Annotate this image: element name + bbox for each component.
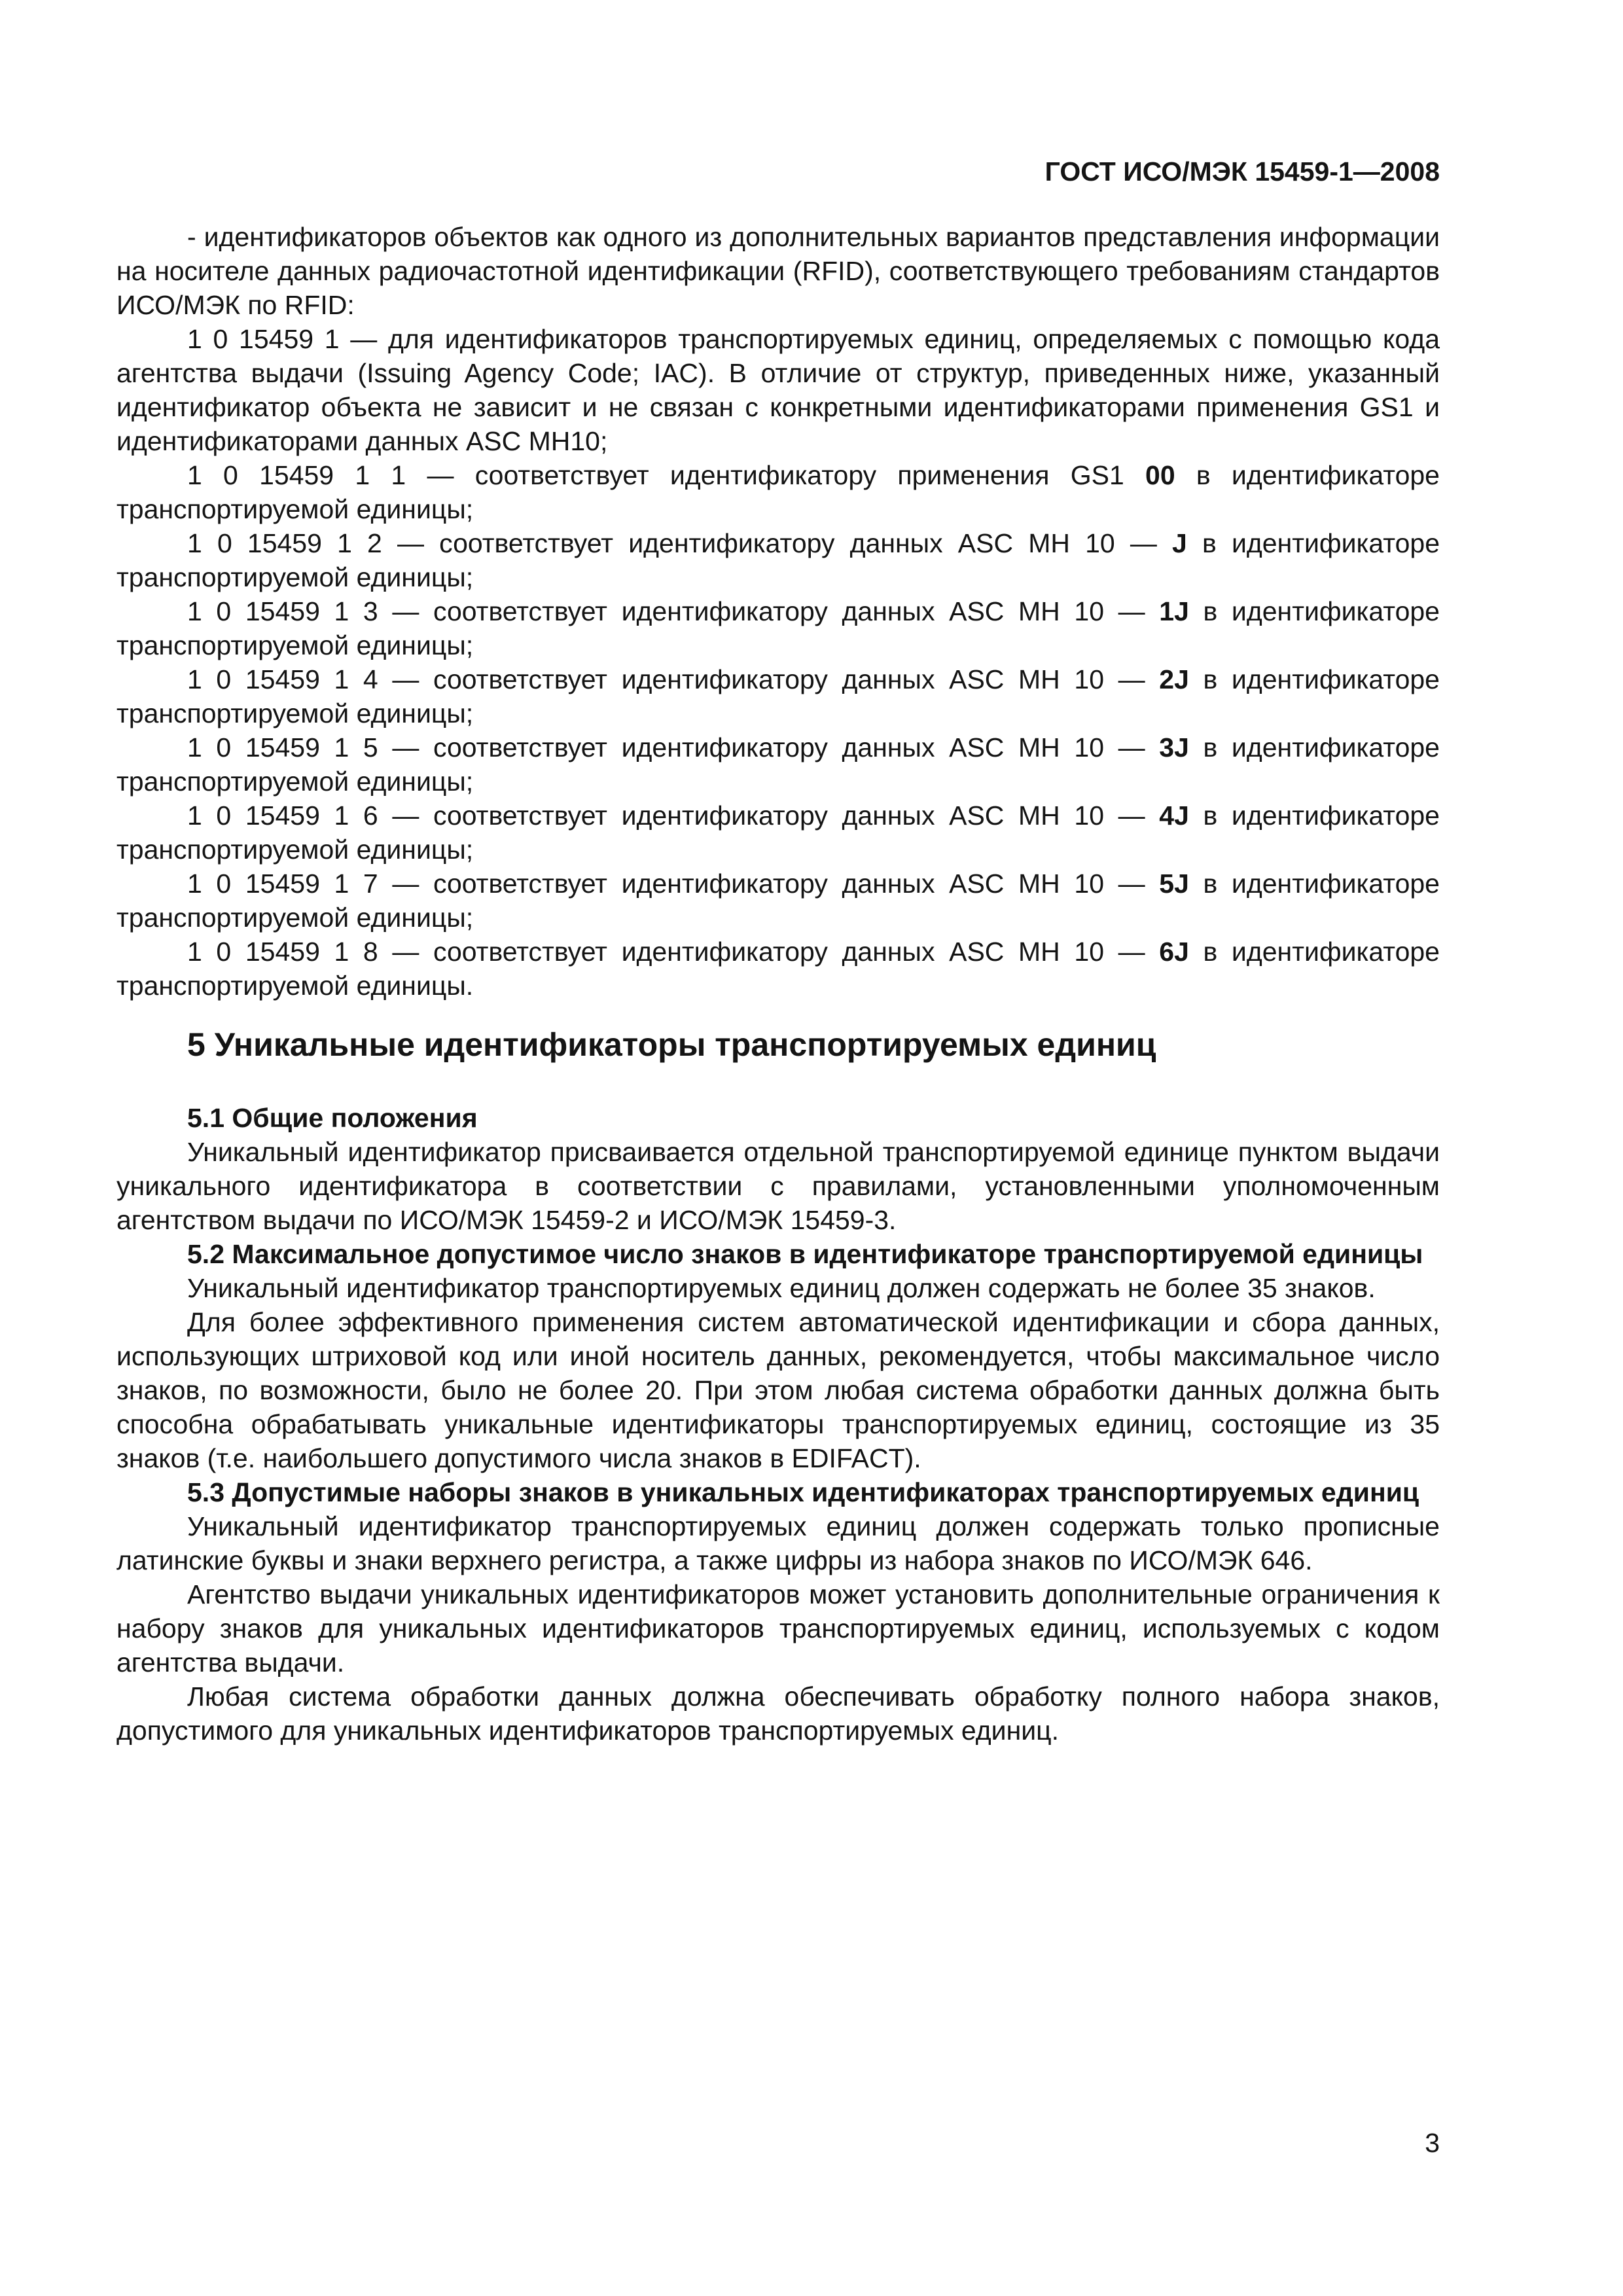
list-item xyxy=(116,594,1440,662)
identifier-list xyxy=(116,220,1440,1003)
item-text: 1 0 15459 1 5 — соответствует идентификатору данных ASC MH 10 — xyxy=(187,732,1160,762)
item-text: 1 0 15459 1 — для идентификаторов транспортируемых единиц, определяемых с помощью кода агентства выдачи (Issuing Agency Code; IAC). В отличие от структур, приведенных ниже, указанный идентификатор объекта не зависит и не связан с конкретными идентификаторами применения GS1 и идентификаторами данных ASC MH10; xyxy=(116,324,1440,456)
list-item xyxy=(116,322,1440,458)
page-number: 3 xyxy=(1425,2128,1440,2158)
item-code: 6J xyxy=(1159,937,1189,967)
paragraph: Агентство выдачи уникальных идентификаторов может установить дополнительные ограничения к набору знаков для уникальных идентификаторов транспортируемых единиц, используемых с кодом агентства выдачи. xyxy=(116,1579,1440,1677)
item-text: в идентификаторе транспортируемой единицы; xyxy=(116,596,1440,660)
list-intro: - идентификаторов объектов как одного из дополнительных вариантов представления информации на носителе данных радиочастотной идентификации (RFID), соответствующего требованиям стандартов ИСО/МЭК по RFID: xyxy=(116,222,1440,320)
subsection-5-3-heading: 5.3 Допустимые наборы знаков в уникальных идентификаторах транспортируемых единиц xyxy=(187,1477,1419,1507)
subsection-5-2-heading: 5.2 Максимальное допустимое число знаков в идентификаторе транспортируемой единицы xyxy=(187,1239,1423,1269)
item-text: 1 0 15459 1 1 — соответствует идентификатору применения GS1 xyxy=(187,460,1146,490)
item-code: 00 xyxy=(1145,460,1175,490)
document-code-header: ГОСТ ИСО/МЭК 15459-1—2008 xyxy=(1044,156,1440,187)
list-item xyxy=(116,458,1440,526)
list-item xyxy=(116,526,1440,594)
item-text: в идентификаторе транспортируемой единицы; xyxy=(116,732,1440,797)
item-text: в идентификаторе транспортируемой единицы; xyxy=(116,869,1440,933)
item-code: 1J xyxy=(1159,596,1189,626)
item-text: в идентификаторе транспортируемой единицы; xyxy=(116,800,1440,865)
item-code: J xyxy=(1172,528,1187,558)
item-code: 5J xyxy=(1159,869,1189,899)
item-text: 1 0 15459 1 6 — соответствует идентификатору данных ASC MH 10 — xyxy=(187,800,1160,831)
item-code: 3J xyxy=(1159,732,1189,762)
list-item xyxy=(116,935,1440,1003)
item-code: 4J xyxy=(1159,800,1189,831)
list-item xyxy=(116,730,1440,798)
paragraph: Для более эффективного применения систем автоматической идентификации и сбора данных, использующих штриховой код или иной носитель данных, рекомендуется, чтобы максимальное число знаков, по возможности, было не более 20. При этом любая система обработки данных должна быть способна обрабатывать уникальные идентификаторы транспортируемых единиц, состоящие из 35 знаков (т.е. наибольшего допустимого числа знаков в EDIFACT). xyxy=(116,1307,1440,1473)
list-item xyxy=(116,798,1440,867)
item-text: в идентификаторе транспортируемой единицы. xyxy=(116,937,1440,1001)
item-text: в идентификаторе транспортируемой единицы; xyxy=(116,528,1440,592)
item-text: 1 0 15459 1 4 — соответствует идентификатору данных ASC MH 10 — xyxy=(187,664,1160,694)
item-text: 1 0 15459 1 3 — соответствует идентификатору данных ASC MH 10 — xyxy=(187,596,1160,626)
paragraph: Уникальный идентификатор присваивается отдельной транспортируемой единице пунктом выдачи уникального идентификатора в соответствии с правилами, установленными уполномоченным агентством выдачи по ИСО/МЭК 15459-2 и ИСО/МЭК 15459-3. xyxy=(116,1137,1440,1235)
section-5-body xyxy=(116,1101,1440,1748)
item-text: 1 0 15459 1 7 — соответствует идентификатору данных ASC MH 10 — xyxy=(187,869,1160,899)
item-text: 1 0 15459 1 8 — соответствует идентификатору данных ASC MH 10 — xyxy=(187,937,1160,967)
paragraph: Любая система обработки данных должна обеспечивать обработку полного набора знаков, допустимого для уникальных идентификаторов транспортируемых единиц. xyxy=(116,1681,1440,1746)
list-item xyxy=(116,662,1440,730)
item-text: 1 0 15459 1 2 — соответствует идентификатору данных ASC MH 10 — xyxy=(187,528,1173,558)
item-code: 2J xyxy=(1159,664,1189,694)
item-text: в идентификаторе транспортируемой единицы; xyxy=(116,664,1440,728)
paragraph: Уникальный идентификатор транспортируемых единиц должен содержать не более 35 знаков. xyxy=(187,1273,1376,1303)
item-text: в идентификаторе транспортируемой единицы; xyxy=(116,460,1440,524)
section-5-heading: 5 Уникальные идентификаторы транспортируемых единиц xyxy=(187,1026,1156,1063)
subsection-5-1-heading: 5.1 Общие положения xyxy=(187,1103,478,1133)
paragraph: Уникальный идентификатор транспортируемых единиц должен содержать только прописные латинские буквы и знаки верхнего регистра, а также цифры из набора знаков по ИСО/МЭК 646. xyxy=(116,1511,1440,1575)
list-item xyxy=(116,867,1440,935)
